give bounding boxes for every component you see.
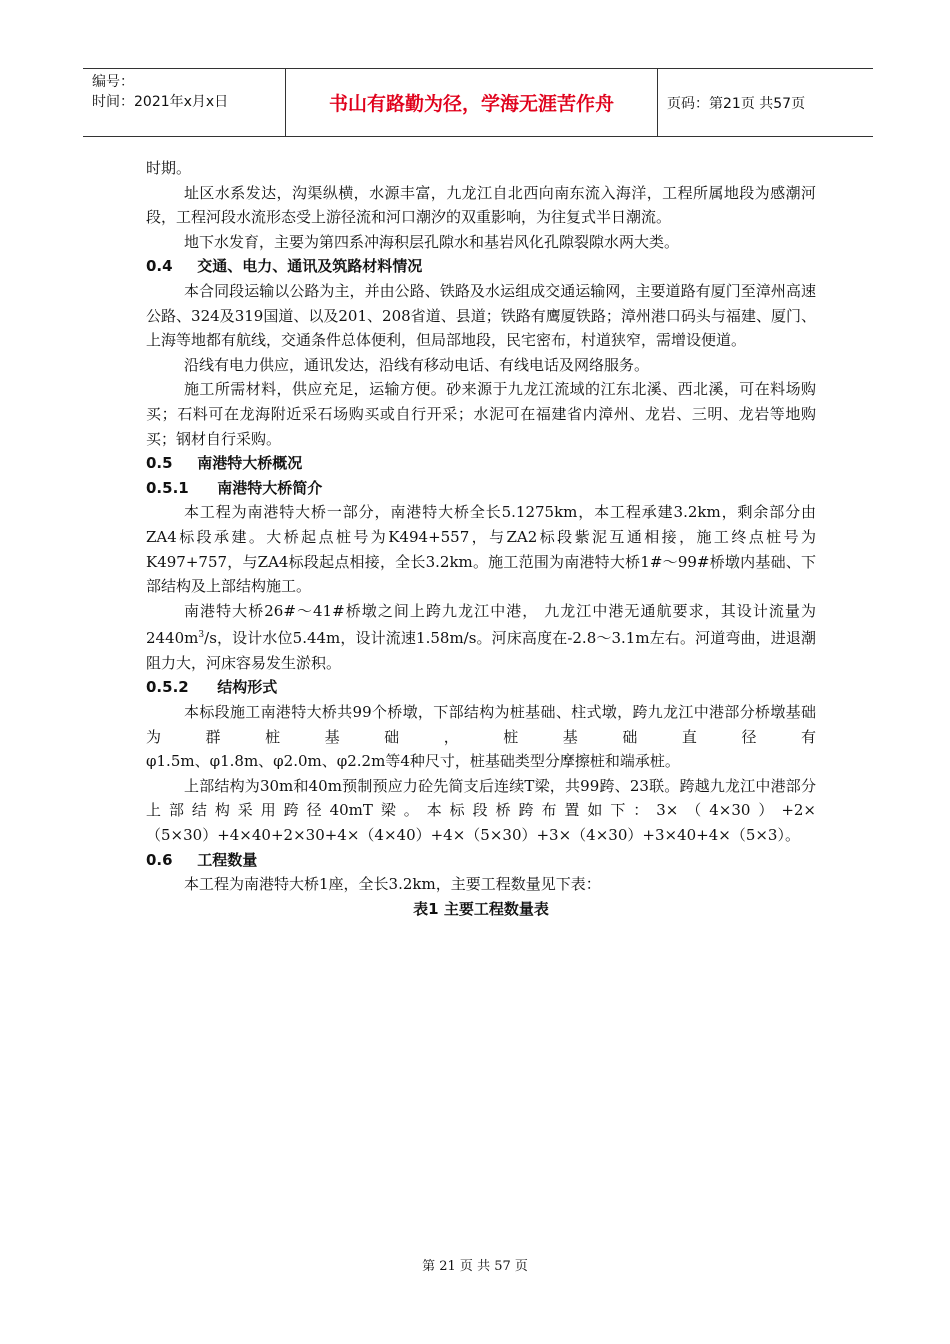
section-number: 0.4 [146,257,173,276]
paragraph: 本工程为南港特大桥1座，全长3.2km，主要工程数量见下表： [184,875,601,894]
section-number: 0.5 [146,454,173,473]
section-number: 0.5.2 [146,678,189,697]
section-number: 0.6 [146,850,173,869]
paragraph-continued: φ1.5m、φ1.8m、φ2.0m、φ2.2m等4种尺寸，桩基础类型分摩擦桩和端承桩。 [146,752,680,771]
paragraph: 地下水发育，主要为第四系冲海积层孔隙水和基岩风化孔隙裂隙水两大类。 [184,232,680,251]
header-page-label: 页码：第21页 共57页 [667,95,806,112]
page-footer: 第 21 页 共 57 页 [422,1259,528,1274]
paragraph [146,599,816,676]
paragraph: 施工所需材料，供应充足，运输方便。砂来源于九龙江流域的江东北溪、西北溪，可在料场购买；石料可在龙海附近采石场购买或自行开采；水泥可在福建省内漳州、龙岩、三明、龙岩等地购买；钢材自行采购。 [146,380,816,448]
section-number: 0.5.1 [146,478,189,497]
section-heading-0-5-1 [146,476,816,501]
paragraph: 沿线有电力供应，通讯发达，沿线有移动电话、有线电话及网络服务。 [184,355,650,374]
document-number-label: 编号： [92,74,134,90]
paragraph: 上部结构为30m和40m预制预应力砼先简支后连续T梁，共99跨、23联。跨越九龙江中港部分上部结构采用跨径40mT梁。本标段桥跨布置如下：3×（4×30）+2×（5×30）+4×40+2×30+4×（4×40）+4×（5×30）+3×（4×30）+3×40+4×（5×3）。 [146,776,816,845]
table-title: 表1 主要工程数量表 [413,899,549,918]
paragraph-text: 南港特大桥26#～41#桥墩之间上跨九龙江中港， 九龙江中港无通航要求，其设计流量为2440m [146,601,816,648]
section-heading-0-4 [146,254,816,279]
paragraph: 本合同段运输以公路为主，并由公路、铁路及水运组成交通运输网，主要道路有厦门至漳州高速公路、324及319国道、以及201、208省道、县道；铁路有鹰厦铁路；漳州港口码头与福建、厦门、上海等地都有航线，交通条件总体便利，但局部地段，民宅密布，村道狭窄，需增设便道。 [146,281,816,350]
superscript: 3 [198,630,205,641]
paragraph: 时期。 [146,159,192,177]
header-meta [83,69,286,136]
section-title: 交通、电力、通讯及筑路材料情况 [197,257,423,276]
section-title: 工程数量 [197,850,258,869]
section-heading-0-5 [146,451,816,476]
document-body [146,156,816,921]
section-title: 结构形式 [217,678,278,697]
section-title: 南港特大桥概况 [197,454,303,473]
paragraph-text: /s，设计水位5.44m，设计流速1.58m/s。河床高度在-2.8～3.1m左右。河道弯曲，进退潮阻力大，河床容易发生淤积。 [146,629,816,672]
header-motto: 书山有路勤为径，学海无涯苦作舟 [286,69,658,136]
section-heading-0-6 [146,848,816,873]
paragraph: 本工程为南港特大桥一部分，南港特大桥全长5.1275km，本工程承建3.2km，剩余部分由ZA4标段承建。大桥起点桩号为K494+557，与ZA2标段紫泥互通相接，施工终点桩号为K497+757，与ZA4标段起点相接，全长3.2km。施工范围为南港特大桥1#～99#桥墩内基础、下部结构及上部结构施工。 [146,503,816,596]
section-title: 南港特大桥简介 [217,478,323,497]
document-time-label: 时间：2021年x月x日 [92,94,229,110]
page-header [83,68,873,137]
section-heading-0-5-2 [146,675,816,700]
paragraph: 本标段施工南港特大桥共99个桥墩，下部结构为桩基础、柱式墩，跨九龙江中港部分桥墩基础为群桩基础，桩基础直径有 [146,703,816,746]
paragraph: 址区水系发达，沟渠纵横，水源丰富，九龙江自北西向南东流入海洋，工程所属地段为感潮河段，工程河段水流形态受上游径流和河口潮汐的双重影响，为往复式半日潮流。 [146,183,816,227]
